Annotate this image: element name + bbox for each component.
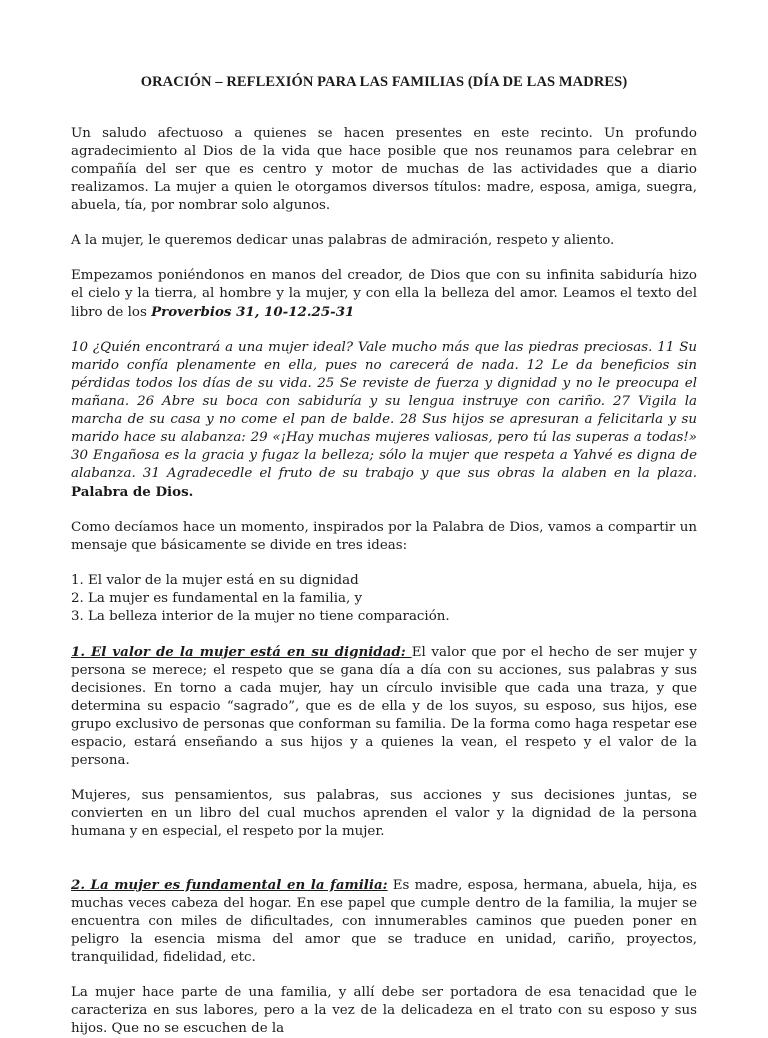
section-1-paragraph [71, 643, 697, 770]
ideas-list [71, 572, 697, 626]
scripture-paragraph [71, 339, 697, 502]
scripture-close: Palabra de Dios. [71, 484, 194, 500]
section-2-text: Es madre, esposa, hermana, abuela, hija, es muchas veces cabeza del hogar. En ese papel que cumple dentro de la familia, la mujer se encuentra con miles de dificultades, con innumerables caminos que pueden poner en peligro la esencia misma del amor que se traduce en unidad, cariño, proyectos, tranquilidad, fidelidad, etc. [71, 878, 697, 965]
section-1-heading: 1. El valor de la mujer está en su dignidad: [71, 644, 412, 660]
reading-intro-text: Empezamos poniéndonos en manos del creador, de Dios que con su infinita sabiduría hizo el cielo y la tierra, al hombre y la mujer, y con ella la belleza del amor. Leamos el texto del libro de los [71, 268, 697, 320]
section-2-paragraph-2: La mujer hace parte de una familia, y allí debe ser portadora de esa tenacidad que le caracteriza en sus labores, pero a la vez de la delicadeza en el trato con su esposo y sus hijos. Que no se escuchen de la [71, 985, 697, 1036]
list-item: 2. La mujer es fundamental en la familia, y [71, 591, 363, 606]
scripture-text: 10 ¿Quién encontrará a una mujer ideal? Vale mucho más que las piedras preciosas. 11 Su marido confía plenamente en ella, pues no carecerá de nada. 12 Le da beneficios sin pérdidas todos los días de su vida. 25 Se reviste de fuerza y dignidad y no le preocupa el mañana. 26 Abre su boca con sabiduría y su lengua instruye con cariño. 27 Vigila la marcha de su casa y no come el pan de balde. 28 Sus hijos se apresuran a felicitarla y su marido hace su alabanza: 29 «¡Hay muchas mujeres valiosas, pero tú las superas a todas!» 30 Engañosa es la gracia y fugaz la belleza; sólo la mujer que respeta a Yahvé es digna de alabanza. 31 Agradecedle el fruto de su trabajo y que sus obras la alaben en la plaza. [71, 340, 697, 481]
section-2-paragraph [71, 876, 697, 967]
document-title: ORACIÓN – REFLEXIÓN PARA LAS FAMILIAS (DÍA DE LAS MADRES) [140, 74, 628, 90]
bible-reference: Proverbios 31, 10-12.25-31 [151, 304, 355, 320]
section-1-text: El valor que por el hecho de ser mujer y persona se merece; el respeto que se gana día a día con su acciones, sus palabras y sus decisiones. En torno a cada mujer, hay un círculo invisible que cada una traza, y que determina su espacio “sagrado”, que es de ella y de los suyos, su esposo, sus hijos, ese grupo exclusivo de personas que conforman su familia. De la forma como haga respetar ese espacio, estará enseñando a sus hijos y a quienes la vean, el respeto y el valor de la persona. [71, 645, 697, 768]
intro-paragraph: Un saludo afectuoso a quienes se hacen presentes en este recinto. Un profundo agradecimiento al Dios de la vida que hace posible que nos reunamos para celebrar en compañía del ser que es centro y motor de muchas de las actividades que a diario realizamos. La mujer a quien le otorgamos diversos títulos: madre, esposa, amiga, suegra, abuela, tía, por nombrar solo algunos. [71, 126, 697, 213]
dedication-paragraph: A la mujer, le queremos dedicar unas palabras de admiración, respeto y aliento. [71, 233, 615, 248]
list-item: 3. La belleza interior de la mujer no tiene comparación. [71, 609, 450, 624]
ideas-intro-paragraph: Como decíamos hace un momento, inspirados por la Palabra de Dios, vamos a compartir un mensaje que básicamente se divide en tres ideas: [71, 520, 697, 553]
section-1-paragraph-2: Mujeres, sus pensamientos, sus palabras, sus acciones y sus decisiones juntas, se convierten en un libro del cual muchos aprenden el valor y la dignidad de la persona humana y en especial, el respeto por la mujer. [71, 788, 697, 839]
list-item: 1. El valor de la mujer está en su dignidad [71, 573, 359, 588]
spacer [71, 858, 697, 876]
reading-intro-paragraph [71, 267, 697, 322]
section-2-heading: 2. La mujer es fundamental en la familia: [71, 877, 388, 893]
